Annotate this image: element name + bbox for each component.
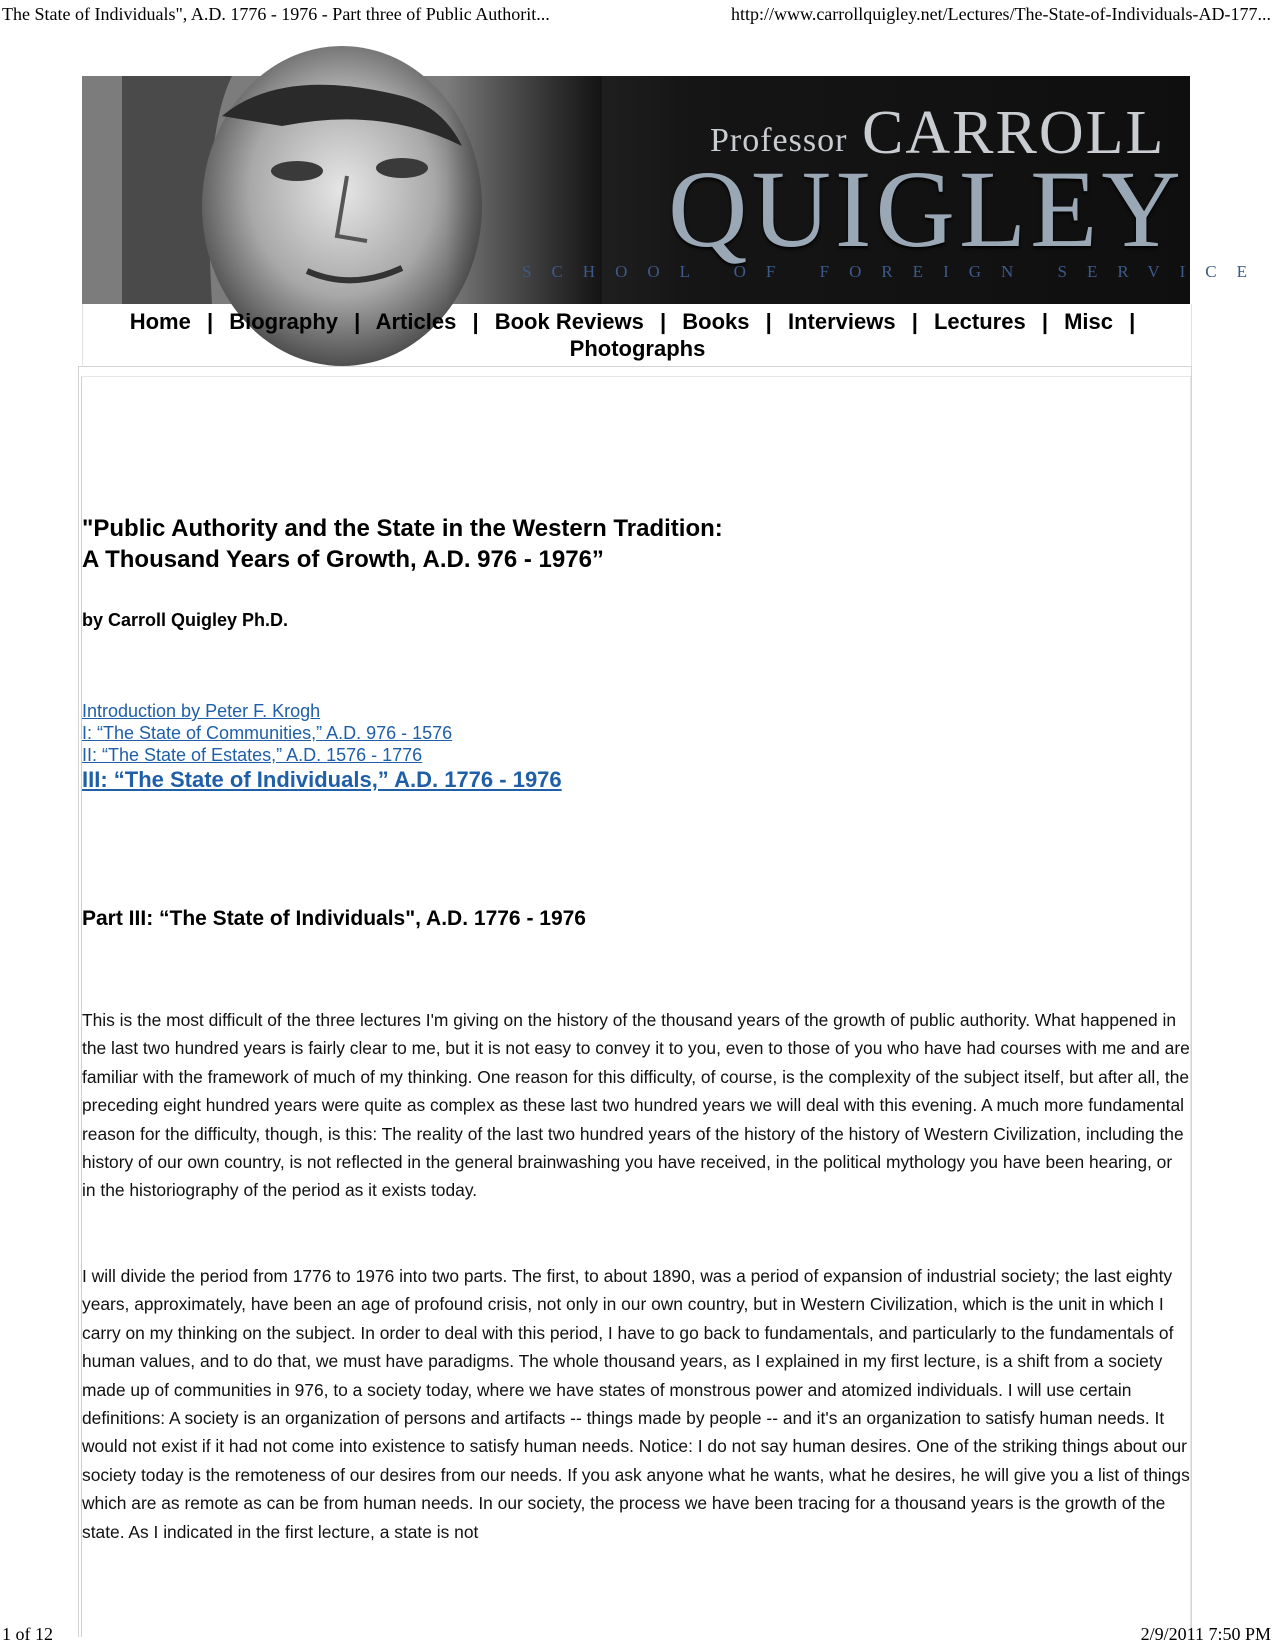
print-header-title: The State of Individuals", A.D. 1776 - 1976 - Part three of Public Authorit... [2,4,550,24]
nav-home[interactable]: Home [129,309,191,334]
brand-professor: Professor [710,122,848,159]
page-title-line2: A Thousand Years of Growth, A.D. 976 - 1976” [82,546,604,573]
toc-link-part-2[interactable]: II: “The State of Estates,” A.D. 1576 - 1776 [82,745,423,765]
brand-school: SCHOOL OF FOREIGN SERVICE [522,262,1268,281]
main-nav [100,308,1175,362]
paragraph-1: This is the most difficult of the three lectures I'm giving on the history of the thousand years of the growth of public authority. What happened in the last two hundred years is fairly clear to me, but it is not easy to convey it to you, even to those of you who have had courses with me and are familiar with the framework of much of my thinking. One reason for this difficulty, of course, is the complexity of the subject itself, but after all, the preceding eight hundred years were quite as complex as these last two hundred years we will deal with this evening. A much more fundamental reason for the difficulty, though, is this: The reality of the last two hundred years of the history of the history of Western Civilization, including the history of our own country, is not reflected in the general brainwashing you have received, in the political mythology you have been hearing, or in the historiography of the period as it exists today. [82,1010,1190,1201]
paragraph-2: I will divide the period from 1776 to 1976 into two parts. The first, to about 1890, was a period of expansion of industrial society; the last eighty years, approximately, have been an age of profound crisis, not only in our own country, but in Western Civilization, which is the unit in which I carry on my thinking on the subject. In order to deal with this period, I have to go back to fundamentals, and particularly to the fundamentals of human values, and to do that, we must have paradigms. The whole thousand years, as I explained in my first lecture, is a shift from a society made up of communities in 976, to a society today, where we have states of monstrous power and atomized individuals. I will use certain definitions: A society is an organization of persons and artifacts -- things made by people -- and it's an organization to satisfy human needs. It would not exist if it had not come into existence to satisfy human needs. Notice: I do not say human desires. One of the striking things about our society today is the remoteness of our desires from our needs. If you ask anyone what he wants, what he desires, he will give you a list of things which are as remote as can be from human needs. In our society, the process we have been tracing for a thousand years is the growth of the state. As I indicated in the first lecture, a state is not [82,1266,1190,1542]
nav-lectures[interactable]: Lectures [933,309,1026,334]
toc-link-part-3[interactable]: III: “The State of Individuals,” A.D. 1776 - 1976 [82,767,562,792]
nav-articles[interactable]: Articles [375,309,457,334]
nav-misc[interactable]: Misc [1064,309,1114,334]
nav-separator: | [911,309,918,334]
nav-separator: | [354,309,361,334]
lecture-toc [82,700,782,793]
nav-separator: | [1041,309,1048,334]
toc-link-introduction[interactable]: Introduction by Peter F. Krogh [82,701,321,721]
print-footer [0,1622,1275,1650]
nav-biography[interactable]: Biography [229,309,339,334]
brand-carroll: CARROLL [862,99,1166,167]
print-header [0,0,1275,30]
nav-books[interactable]: Books [682,309,750,334]
page-title-line1: "Public Authority and the State in the Western Tradition: [82,515,723,542]
nav-photographs[interactable]: Photographs [569,336,706,361]
nav-interviews[interactable]: Interviews [787,309,896,334]
nav-separator: | [1129,309,1136,334]
print-header-url: http://www.carrollquigley.net/Lectures/The-State-of-Individuals-AD-177... [730,4,1271,24]
print-footer-datetime: 2/9/2011 7:50 PM [1140,1624,1271,1644]
nav-separator: | [765,309,772,334]
toc-link-part-1[interactable]: I: “The State of Communities,” A.D. 976 - 1576 [82,723,453,743]
nav-separator: | [472,309,479,334]
site-banner[interactable] [82,76,1268,304]
page-title [82,513,982,575]
nav-separator: | [206,309,214,334]
part-heading: Part III: “The State of Individuals", A.D. 1776 - 1976 [82,907,586,930]
nav-book-reviews[interactable]: Book Reviews [494,309,644,334]
nav-separator: | [660,309,667,334]
brand-quigley: QUIGLEY [668,148,1185,270]
print-footer-page: 1 of 12 [2,1624,53,1644]
byline: by Carroll Quigley Ph.D. [82,610,289,630]
